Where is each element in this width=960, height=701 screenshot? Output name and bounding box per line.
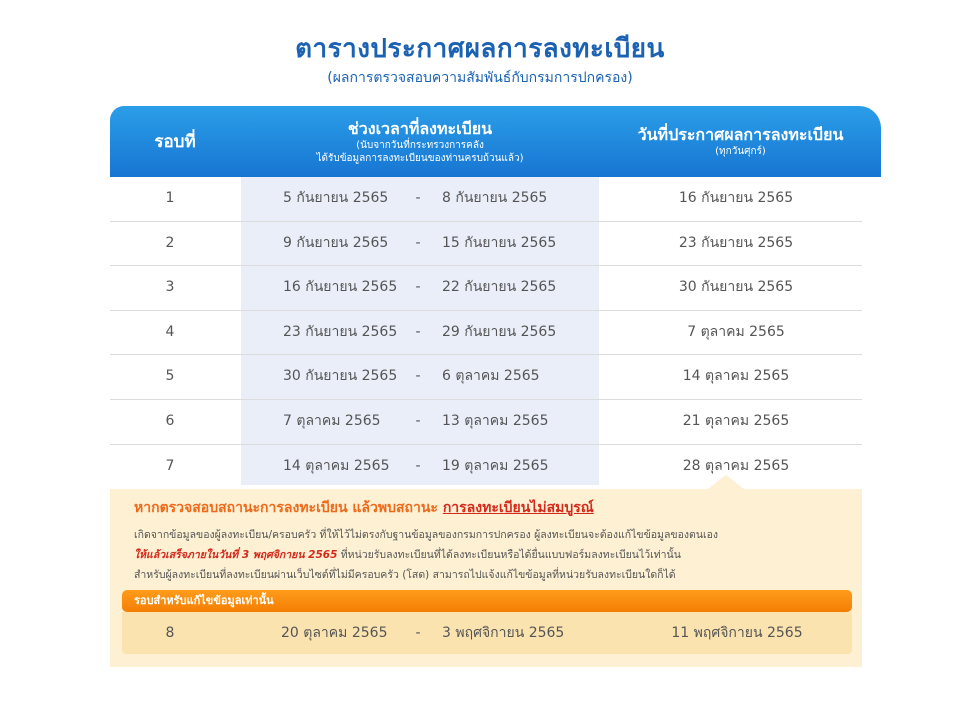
header-announce-label: วันที่ประกาศผลการลงทะเบียน — [637, 125, 844, 144]
announce-date: 28 ตุลาคม 2565 — [682, 457, 790, 474]
notice-heading — [134, 497, 594, 519]
period-start: 9 กันยายน 2565 — [283, 234, 389, 251]
header-period — [240, 106, 600, 177]
header-announce-note: (ทุกวันศุกร์) — [715, 146, 766, 157]
table-row — [110, 222, 862, 267]
notice-line-3: สำหรับผู้ลงทะเบียนที่ลงทะเบียนผ่านเว็บไซต์ที่ไม่มีครอบครัว (โสด) สามารถไปแจ้งแก้ไขข้อมูลที่หน่วยรับลงทะเบียนใดก็ได้ — [134, 569, 676, 581]
announce-date: 23 กันยายน 2565 — [678, 234, 794, 251]
page-subtitle: (ผลการตรวจสอบความสัมพันธ์กับกรมการปกครอง) — [327, 70, 633, 86]
notice-lead: หากตรวจสอบสถานะการลงทะเบียน แล้วพบสถานะ — [134, 500, 443, 516]
round-number: 6 — [165, 412, 175, 429]
page-title: ตารางประกาศผลการลงทะเบียน — [295, 34, 665, 64]
table-header — [110, 106, 881, 177]
header-period-note-1: (นับจากวันที่กระทรวงการคลัง — [356, 139, 484, 151]
header-period-note-2: ได้รับข้อมูลการลงทะเบียนของท่านครบถ้วนแล้ว) — [316, 152, 524, 164]
period-end: 29 กันยายน 2565 — [442, 323, 557, 340]
notice-line-2-rest: ที่หน่วยรับลงทะเบียนที่ได้ลงทะเบียนหรือได้ยื่นแบบฟอร์มลงทะเบียนไว้เท่านั้น — [337, 549, 681, 561]
table-row — [110, 266, 862, 311]
header-announce — [600, 106, 881, 177]
period-end: 6 ตุลาคม 2565 — [442, 368, 540, 385]
announce-date: 30 กันยายน 2565 — [678, 279, 794, 296]
announce-date: 21 ตุลาคม 2565 — [682, 412, 790, 429]
period-end: 13 ตุลาคม 2565 — [442, 412, 549, 429]
period-start: 14 ตุลาคม 2565 — [283, 457, 390, 474]
period-dash: - — [415, 625, 421, 641]
round-number: 4 — [165, 323, 175, 340]
header-round — [110, 106, 240, 177]
period-dash: - — [415, 323, 421, 340]
announce-date: 14 ตุลาคม 2565 — [682, 368, 790, 385]
incomplete-status: การลงทะเบียนไม่สมบูรณ์ — [442, 500, 594, 516]
table-row — [110, 445, 862, 489]
period-end: 22 กันยายน 2565 — [442, 279, 557, 296]
period-end: 3 พฤศจิกายน 2565 — [442, 625, 565, 641]
period-start: 20 ตุลาคม 2565 — [281, 625, 388, 641]
announce-date: 11 พฤศจิกายน 2565 — [671, 625, 803, 641]
round-number: 7 — [165, 457, 175, 474]
period-dash: - — [415, 279, 421, 296]
period-start: 5 กันยายน 2565 — [283, 190, 389, 206]
round-number: 8 — [165, 625, 175, 641]
round-number: 2 — [165, 234, 175, 251]
header-round-label: รอบที่ — [154, 132, 196, 152]
period-dash: - — [415, 457, 421, 474]
period-start: 23 กันยายน 2565 — [283, 323, 398, 340]
table-row — [110, 177, 862, 222]
period-dash: - — [415, 368, 421, 385]
period-start: 7 ตุลาคม 2565 — [283, 412, 381, 429]
announce-date: 16 กันยายน 2565 — [678, 190, 794, 206]
fix-round-label: รอบสำหรับแก้ไขข้อมูลเท่านั้น — [122, 590, 852, 612]
notice-pointer — [708, 475, 744, 489]
period-end: 15 กันยายน 2565 — [442, 234, 557, 251]
table-row — [110, 311, 862, 356]
round-number: 5 — [165, 368, 175, 385]
notice-line-1: เกิดจากข้อมูลของผู้ลงทะเบียน/ครอบครัว ที่ให้ไว้ไม่ตรงกับฐานข้อมูลของกรมการปกครอง ผู้ลงทะเบียนจะต้องแก้ไขข้อมูลของตนเอง — [134, 529, 719, 541]
round-number: 1 — [165, 190, 175, 206]
table-row — [110, 355, 862, 400]
notice-line-2 — [134, 546, 681, 563]
fix-round-row — [122, 612, 852, 654]
period-dash: - — [415, 190, 421, 206]
schedule-table-body — [110, 177, 862, 488]
period-end: 8 กันยายน 2565 — [442, 190, 548, 206]
table-row — [110, 400, 862, 445]
deadline-text: ให้แล้วเสร็จภายในวันที่ 3 พฤศจิกายน 2565 — [134, 549, 338, 561]
announce-date: 7 ตุลาคม 2565 — [687, 323, 785, 340]
period-dash: - — [415, 412, 421, 429]
round-number: 3 — [165, 279, 175, 296]
period-dash: - — [415, 234, 421, 251]
period-end: 19 ตุลาคม 2565 — [442, 457, 549, 474]
period-start: 30 กันยายน 2565 — [283, 368, 398, 385]
period-start: 16 กันยายน 2565 — [283, 279, 398, 296]
header-period-label: ช่วงเวลาที่ลงทะเบียน — [347, 118, 493, 138]
